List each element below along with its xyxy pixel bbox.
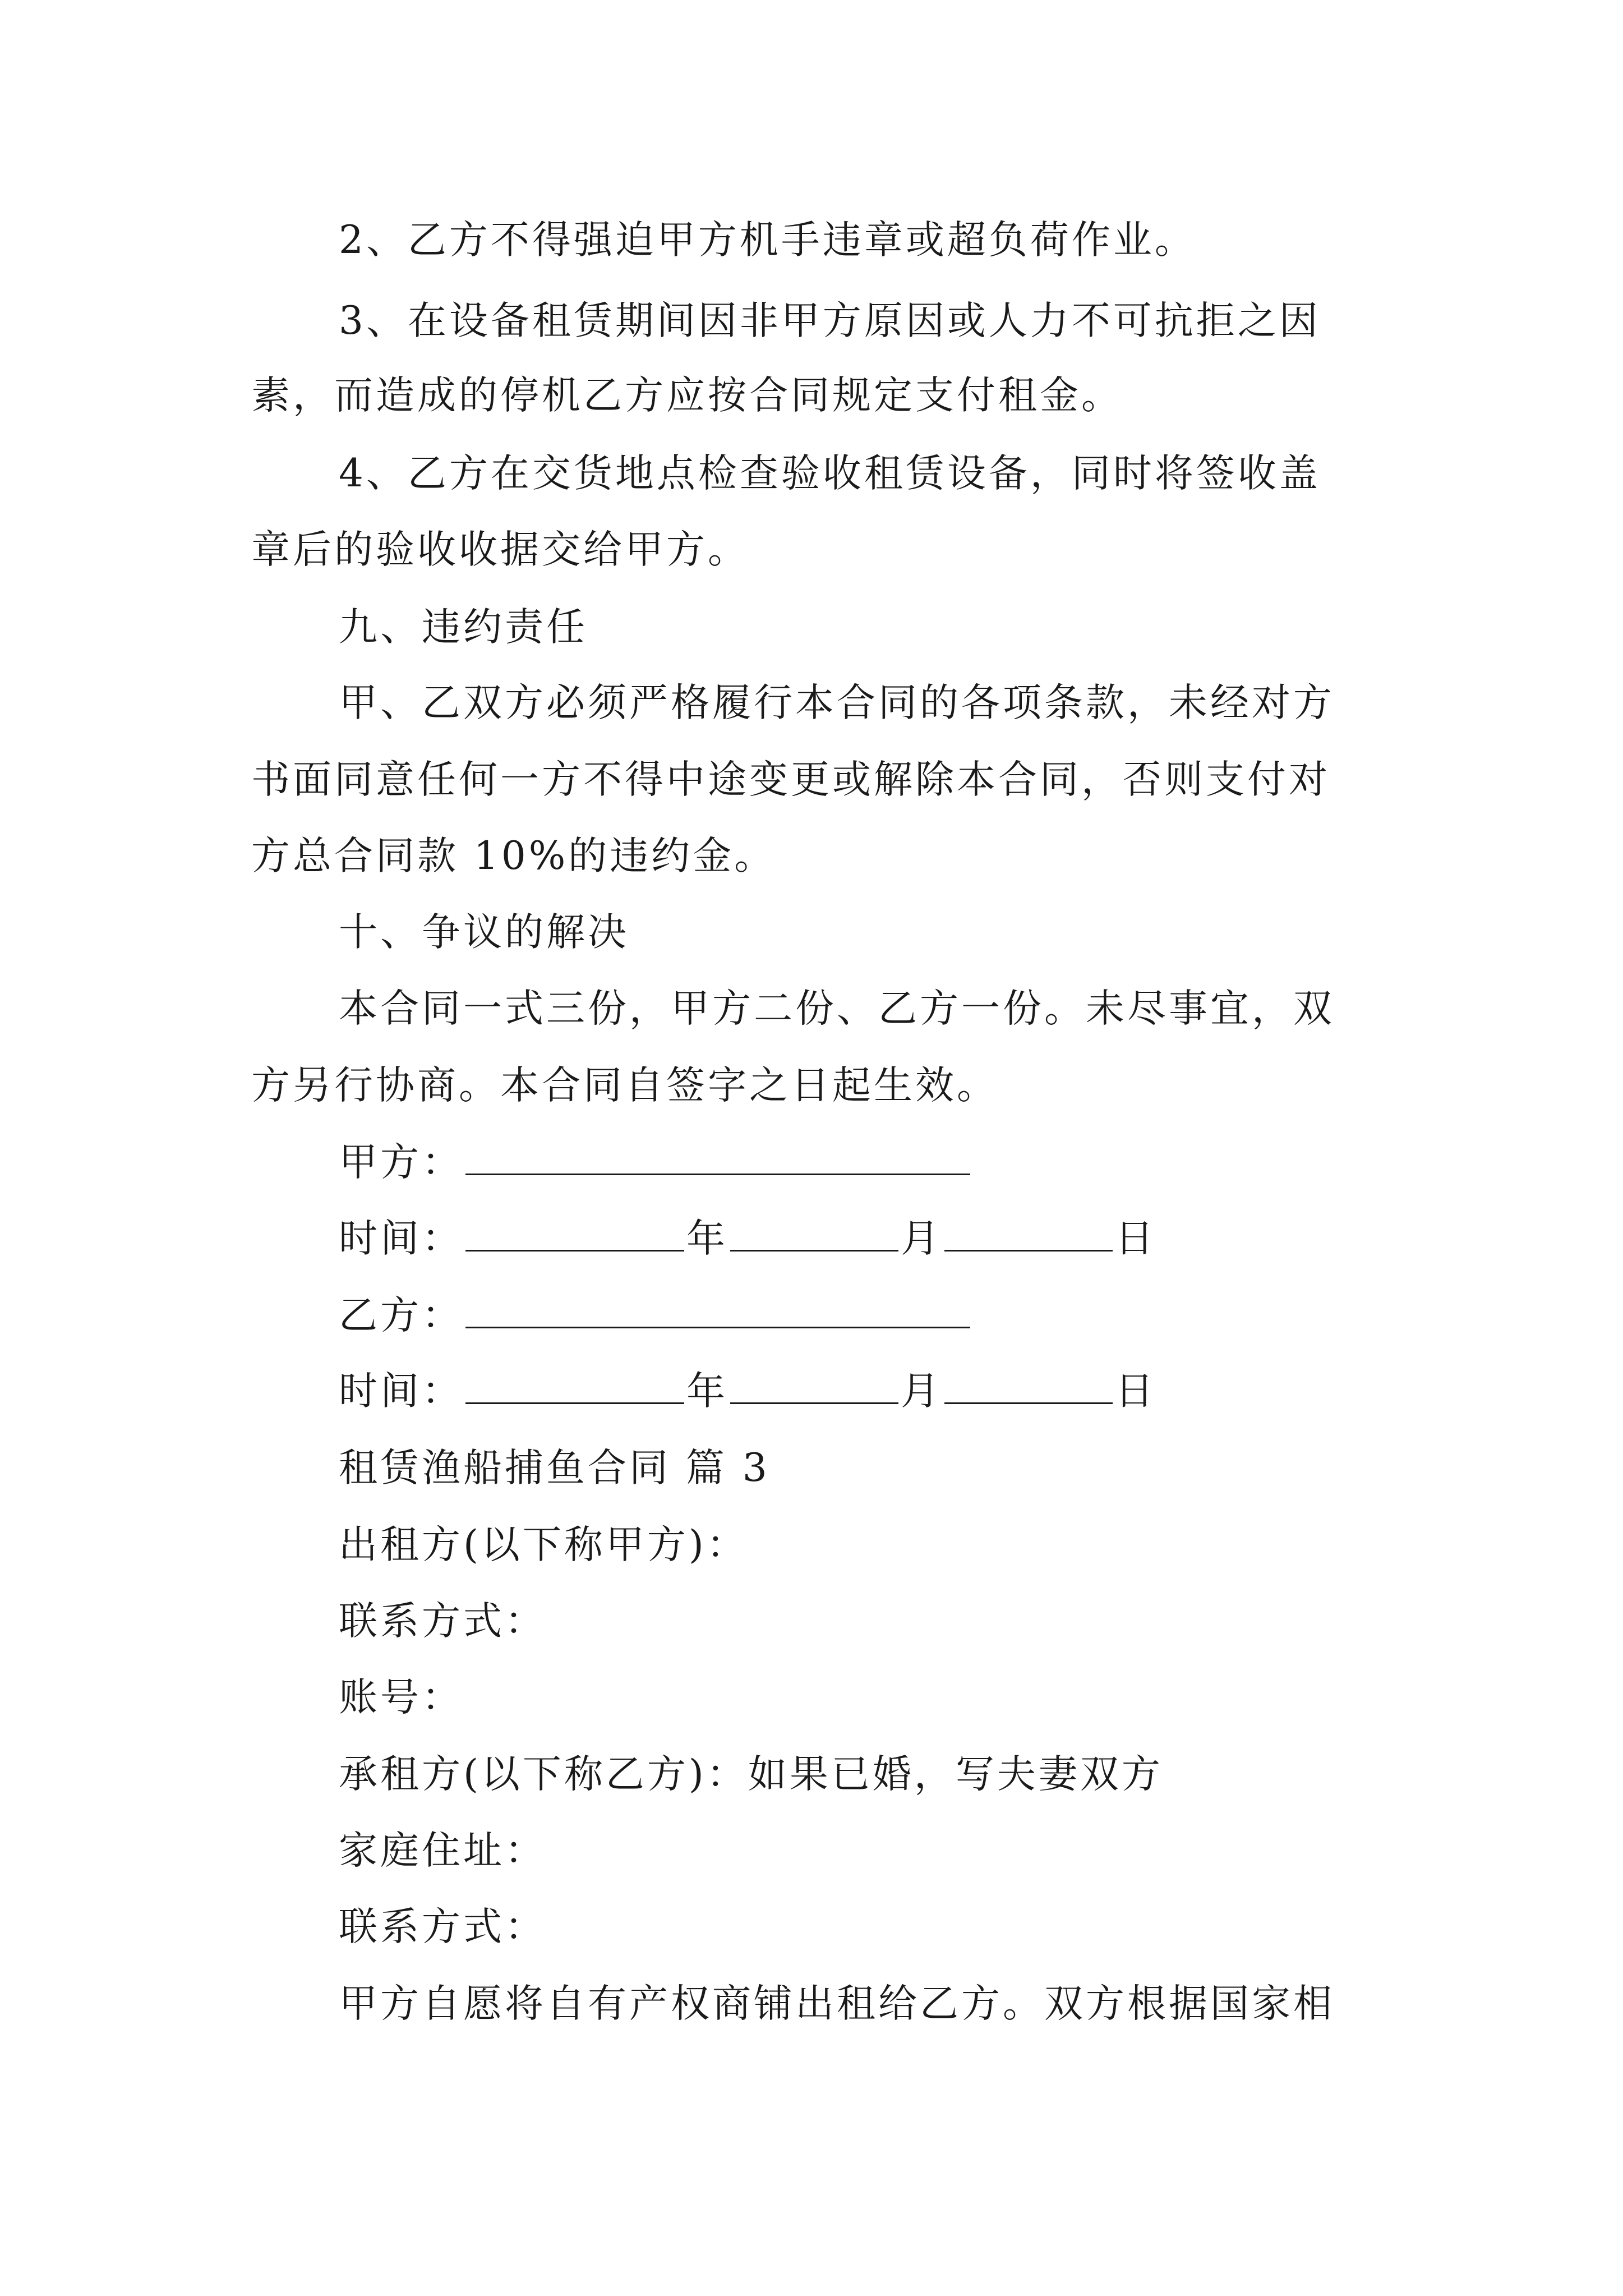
clause-4-line-2: 章后的验收收据交给甲方。 bbox=[251, 527, 749, 572]
clause-2: 2、乙方不得强迫甲方机手违章或超负荷作业。 bbox=[339, 218, 1196, 263]
dispute-paragraph-line-2: 方另行协商。本合同自签字之日起生效。 bbox=[251, 1063, 998, 1108]
day-label: 日 bbox=[1115, 1369, 1156, 1414]
day-label: 日 bbox=[1115, 1216, 1156, 1261]
year-label: 年 bbox=[686, 1216, 728, 1261]
time-label: 时间： bbox=[339, 1369, 463, 1414]
clause-3-line-2: 素，而造成的停机乙方应按合同规定支付租金。 bbox=[251, 373, 1123, 418]
party-a-date-row bbox=[339, 1211, 1390, 1267]
dispute-paragraph-line-1: 本合同一式三份，甲方二份、乙方一份。未尽事宜，双 bbox=[339, 986, 1335, 1031]
clause-3-line-1: 3、在设备租赁期间因非甲方原因或人力不可抗拒之因 bbox=[339, 298, 1321, 343]
breach-paragraph-line-2: 书面同意任何一方不得中途变更或解除本合同，否则支付对 bbox=[251, 757, 1330, 802]
account-field: 账号： bbox=[339, 1675, 463, 1720]
party-a-blank[interactable] bbox=[465, 1139, 970, 1175]
month-blank[interactable] bbox=[730, 1215, 898, 1251]
breach-paragraph-line-1: 甲、乙双方必须严格履行本合同的各项条款，未经对方 bbox=[339, 680, 1335, 725]
heading-dispute-resolution: 十、争议的解决 bbox=[339, 910, 629, 955]
day-blank[interactable] bbox=[944, 1215, 1113, 1251]
lessee-field: 承租方(以下称乙方)：如果已婚，写夫妻双方 bbox=[339, 1752, 1163, 1797]
lessee-contact-field: 联系方式： bbox=[339, 1904, 546, 1949]
intro-paragraph-line-1: 甲方自愿将自有产权商铺出租给乙方。双方根据国家相 bbox=[339, 1981, 1335, 2026]
year-blank[interactable] bbox=[465, 1368, 684, 1404]
lessor-contact-field: 联系方式： bbox=[339, 1599, 546, 1644]
time-label: 时间： bbox=[339, 1216, 463, 1261]
month-label: 月 bbox=[901, 1369, 942, 1414]
year-blank[interactable] bbox=[465, 1215, 684, 1251]
party-b-label: 乙方： bbox=[339, 1293, 463, 1338]
section-3-title: 租赁渔船捕鱼合同 篇 3 bbox=[339, 1446, 770, 1490]
home-address-field: 家庭住址： bbox=[339, 1828, 546, 1873]
heading-breach-liability: 九、违约责任 bbox=[339, 605, 588, 650]
party-b-blank[interactable] bbox=[465, 1292, 970, 1328]
month-blank[interactable] bbox=[730, 1368, 898, 1404]
party-b-date-row bbox=[339, 1363, 1390, 1419]
month-label: 月 bbox=[901, 1216, 942, 1261]
breach-paragraph-line-3: 方总合同款 10%的违约金。 bbox=[251, 834, 776, 878]
clause-4-line-1: 4、乙方在交货地点检查验收租赁设备，同时将签收盖 bbox=[339, 451, 1321, 496]
lessor-field: 出租方(以下称甲方)： bbox=[339, 1522, 748, 1567]
year-label: 年 bbox=[686, 1369, 728, 1414]
party-a-signature-row bbox=[339, 1134, 1390, 1190]
party-b-signature-row bbox=[339, 1287, 1390, 1343]
day-blank[interactable] bbox=[944, 1368, 1113, 1404]
party-a-label: 甲方： bbox=[339, 1140, 463, 1185]
